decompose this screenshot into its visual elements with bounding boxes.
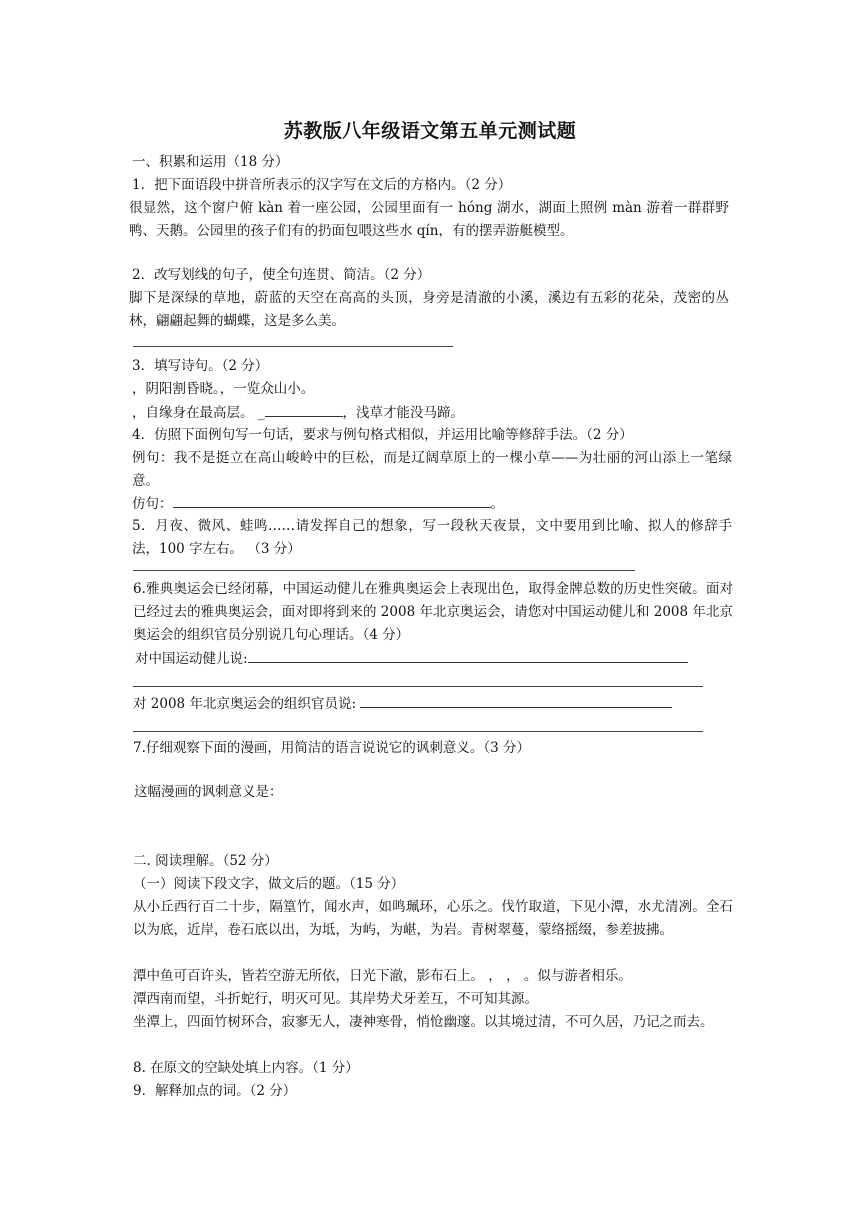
q6-athletes: [135, 647, 735, 671]
passage-paragraph-3: 潭西南而望，斗折蛇行，明灭可见。其岸势犬牙差互，不可知其源。: [133, 991, 538, 1007]
q3-line-2-start: ，自缘身在最高层。 _: [132, 405, 265, 421]
q7-prompt: 7.仔细观察下面的漫画，用简洁的语言说说它的讽刺意义。（3 分）: [133, 740, 531, 756]
passage-paragraph-2: 潭中鱼可百许头，皆若空游无所依，日光下澈，影布石上。 ， ， 。似与游者相乐。: [133, 968, 632, 984]
q6-officials-line: [360, 692, 672, 708]
passage-paragraph-1: 从小丘西行百二十步，隔篁竹，闻水声，如鸣珮环，心乐之。伐竹取道，下见小潭，水尤清冽。全石以为底，近岸，卷石底以出，为坻，为屿，为嵁，为岩。青树翠蔓，蒙络摇缀，参差披拂。: [133, 899, 733, 938]
q4-prompt: 4．仿照下面例句写一句话，要求与例句格式相似，并运用比喻等修辞手法。（2 分）: [132, 427, 633, 443]
q1-prompt: 1．把下面语段中拼音所表示的汉字写在文后的方格内。（2 分）: [132, 177, 512, 193]
q3-line-1: ，阴阳割昏晓。，一览众山小。: [132, 381, 315, 397]
q8-prompt: 8. 在原文的空缺处填上内容。（1 分）: [133, 1060, 359, 1076]
q4-imitate: [132, 492, 732, 516]
q6-officials: [133, 692, 733, 716]
q3-line-2: [132, 401, 732, 425]
passage-paragraph-4: 坐潭上，四面竹树环合，寂寥无人，凄神寒骨，悄怆幽邃。以其境过清，不可久居，乃记之而去。: [133, 1014, 714, 1030]
q5-prompt: 5．月夜、微风、蛙鸣……请发挥自己的想象，写一段秋天夜景，文中要用到比喻、拟人的修辞手法，100 字左右。 （3 分）: [132, 518, 732, 557]
section-1-heading: 一、积累和运用（18 分）: [132, 154, 289, 170]
reading-part-1-heading: （一）阅读下段文字，做文后的题。（15 分）: [133, 876, 405, 892]
q5-answer-line: [133, 570, 635, 571]
q6-athletes-line: [248, 647, 688, 663]
q4-answer-line: [173, 492, 491, 508]
q9-prompt: 9．解释加点的词。（2 分）: [133, 1083, 297, 1099]
document-title: 苏教版八年级语文第五单元测试题: [283, 120, 577, 142]
q3-line-2-end: ，浅草才能没马蹄。: [342, 405, 465, 421]
q4-imitate-end: 。: [490, 496, 504, 512]
q6-prompt: 6.雅典奥运会已经闭幕，中国运动健儿在雅典奥运会上表现出色，取得金牌总数的历史性突破。面对已经过去的雅典奥运会，面对即将到来的 2008 年北京奥运会，请您对中国运动健儿和 2008 年北京奥运会的组织官员分别说几句心理话。（4 分）: [133, 581, 733, 643]
q3-prompt: 3．填写诗句。（2 分）: [132, 358, 269, 374]
q2-text: 脚下是深绿的草地，蔚蓝的天空在高高的头顶，身旁是清澈的小溪，溪边有五彩的花朵，茂密的丛林，翩翩起舞的蝴蝶，这是多么美。: [129, 290, 729, 329]
q4-example: 例句：我不是挺立在高山峻岭中的巨松，而是辽阔草原上的一棵小草——为壮丽的河山添上一笔绿意。: [132, 450, 732, 489]
q6-athletes-label: 对中国运动健儿说:: [135, 651, 248, 667]
q1-text: 很显然，这个窗户俯 kàn 着一座公园，公园里面有一 hóng 湖水，湖面上照例 màn 游着一群群野鸭、天鹅。公园里的孩子们有的扔面包喂这些水 qín，有的摆弄游艇模型。: [129, 200, 729, 239]
q4-imitate-label: 仿句：: [132, 496, 173, 512]
q6-athletes-line-2: [133, 686, 703, 687]
q3-blank: [265, 401, 343, 417]
q2-prompt: 2．改写划线的句子，使全句连贯、简洁。（2 分）: [132, 267, 431, 283]
q6-officials-label: 对 2008 年北京奥运会的组织官员说:: [133, 696, 361, 712]
q6-officials-line-2: [133, 731, 703, 732]
q7-answer-label: 这幅漫画的讽刺意义是：: [134, 784, 283, 800]
q2-answer-line: [133, 346, 453, 347]
section-2-heading: 二. 阅读理解。（52 分）: [133, 853, 278, 869]
